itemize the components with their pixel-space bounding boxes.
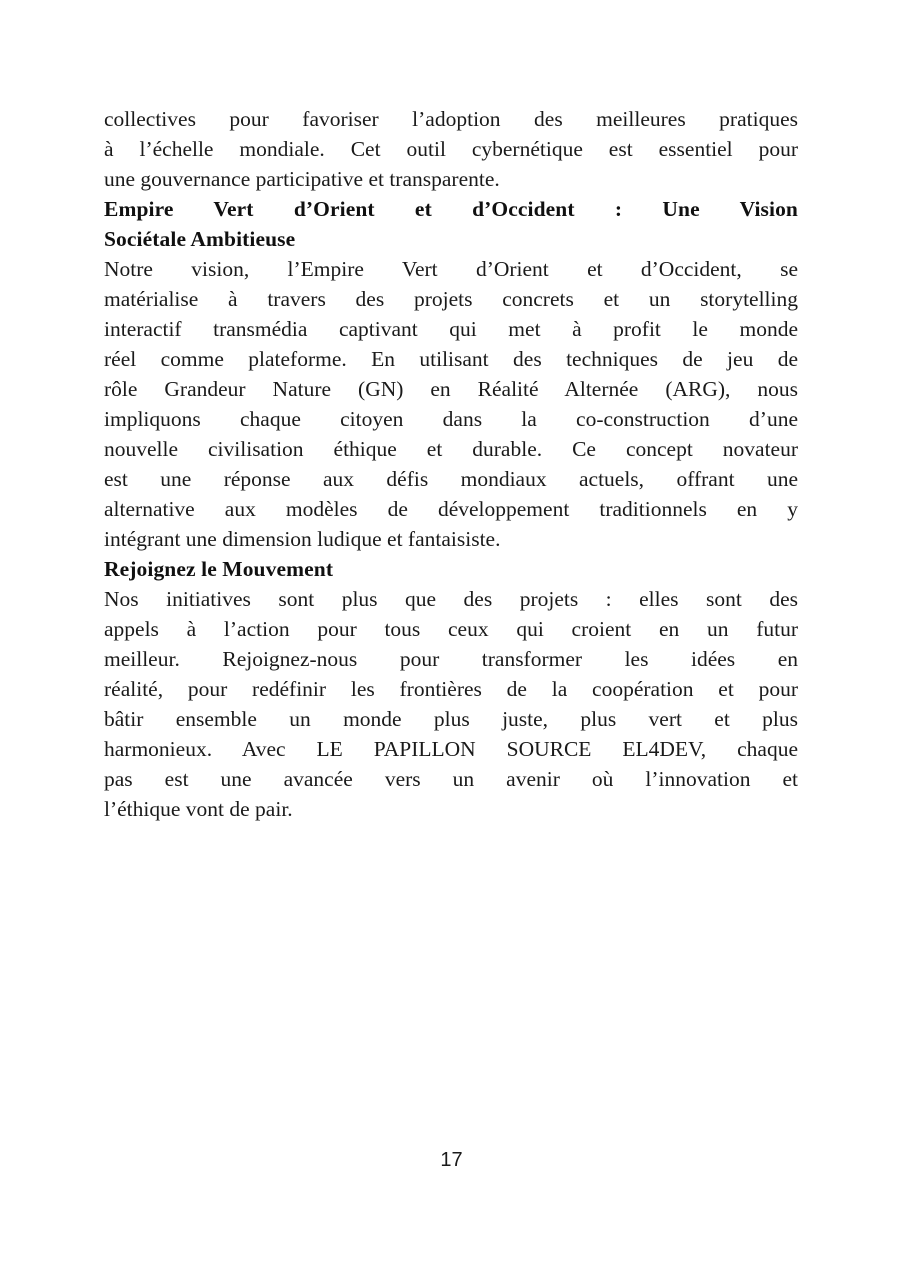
- text-line: Notre vision, l’Empire Vert d’Orient et d’Occident, se: [104, 257, 798, 281]
- heading-line: Rejoignez le Mouvement: [104, 557, 334, 581]
- text-line: collectives pour favoriser l’adoption des meilleures pratiques: [104, 107, 798, 131]
- text-line: pas est une avancée vers un avenir où l’innovation et: [104, 767, 798, 791]
- paragraph-initiatives: [104, 584, 798, 824]
- text-line: appels à l’action pour tous ceux qui croient en un futur: [104, 617, 798, 641]
- text-line: interactif transmédia captivant qui met à profit le monde: [104, 317, 798, 341]
- text-line: à l’échelle mondiale. Cet outil cybernétique est essentiel pour: [104, 137, 798, 161]
- text-line: intégrant une dimension ludique et fantaisiste.: [104, 527, 501, 551]
- page-content: [104, 104, 798, 824]
- text-line: est une réponse aux défis mondiaux actuels, offrant une: [104, 467, 798, 491]
- heading-line: Sociétale Ambitieuse: [104, 227, 296, 251]
- text-line: l’éthique vont de pair.: [104, 797, 293, 821]
- page-number: 17: [440, 1149, 463, 1171]
- paragraph-vision: [104, 254, 798, 554]
- text-line: réalité, pour redéfinir les frontières de la coopération et pour: [104, 677, 798, 701]
- text-line: meilleur. Rejoignez-nous pour transformer les idées en: [104, 647, 798, 671]
- text-line: nouvelle civilisation éthique et durable. Ce concept novateur: [104, 437, 798, 461]
- text-line: réel comme plateforme. En utilisant des techniques de jeu de: [104, 347, 798, 371]
- section-heading-rejoignez: [104, 554, 798, 584]
- text-line: Nos initiatives sont plus que des projets : elles sont des: [104, 587, 798, 611]
- text-line: une gouvernance participative et transparente.: [104, 167, 500, 191]
- paragraph-continued: [104, 104, 798, 194]
- text-line: matérialise à travers des projets concrets et un storytelling: [104, 287, 798, 311]
- text-line: impliquons chaque citoyen dans la co-construction d’une: [104, 407, 798, 431]
- text-line: bâtir ensemble un monde plus juste, plus vert et plus: [104, 707, 798, 731]
- text-line: rôle Grandeur Nature (GN) en Réalité Alternée (ARG), nous: [104, 377, 798, 401]
- text-line: harmonieux. Avec LE PAPILLON SOURCE EL4DEV, chaque: [104, 737, 798, 761]
- text-line: alternative aux modèles de développement traditionnels en y: [104, 497, 798, 521]
- section-heading-empire-vert: [104, 194, 798, 254]
- heading-line: Empire Vert d’Orient et d’Occident : Une Vision: [104, 197, 798, 221]
